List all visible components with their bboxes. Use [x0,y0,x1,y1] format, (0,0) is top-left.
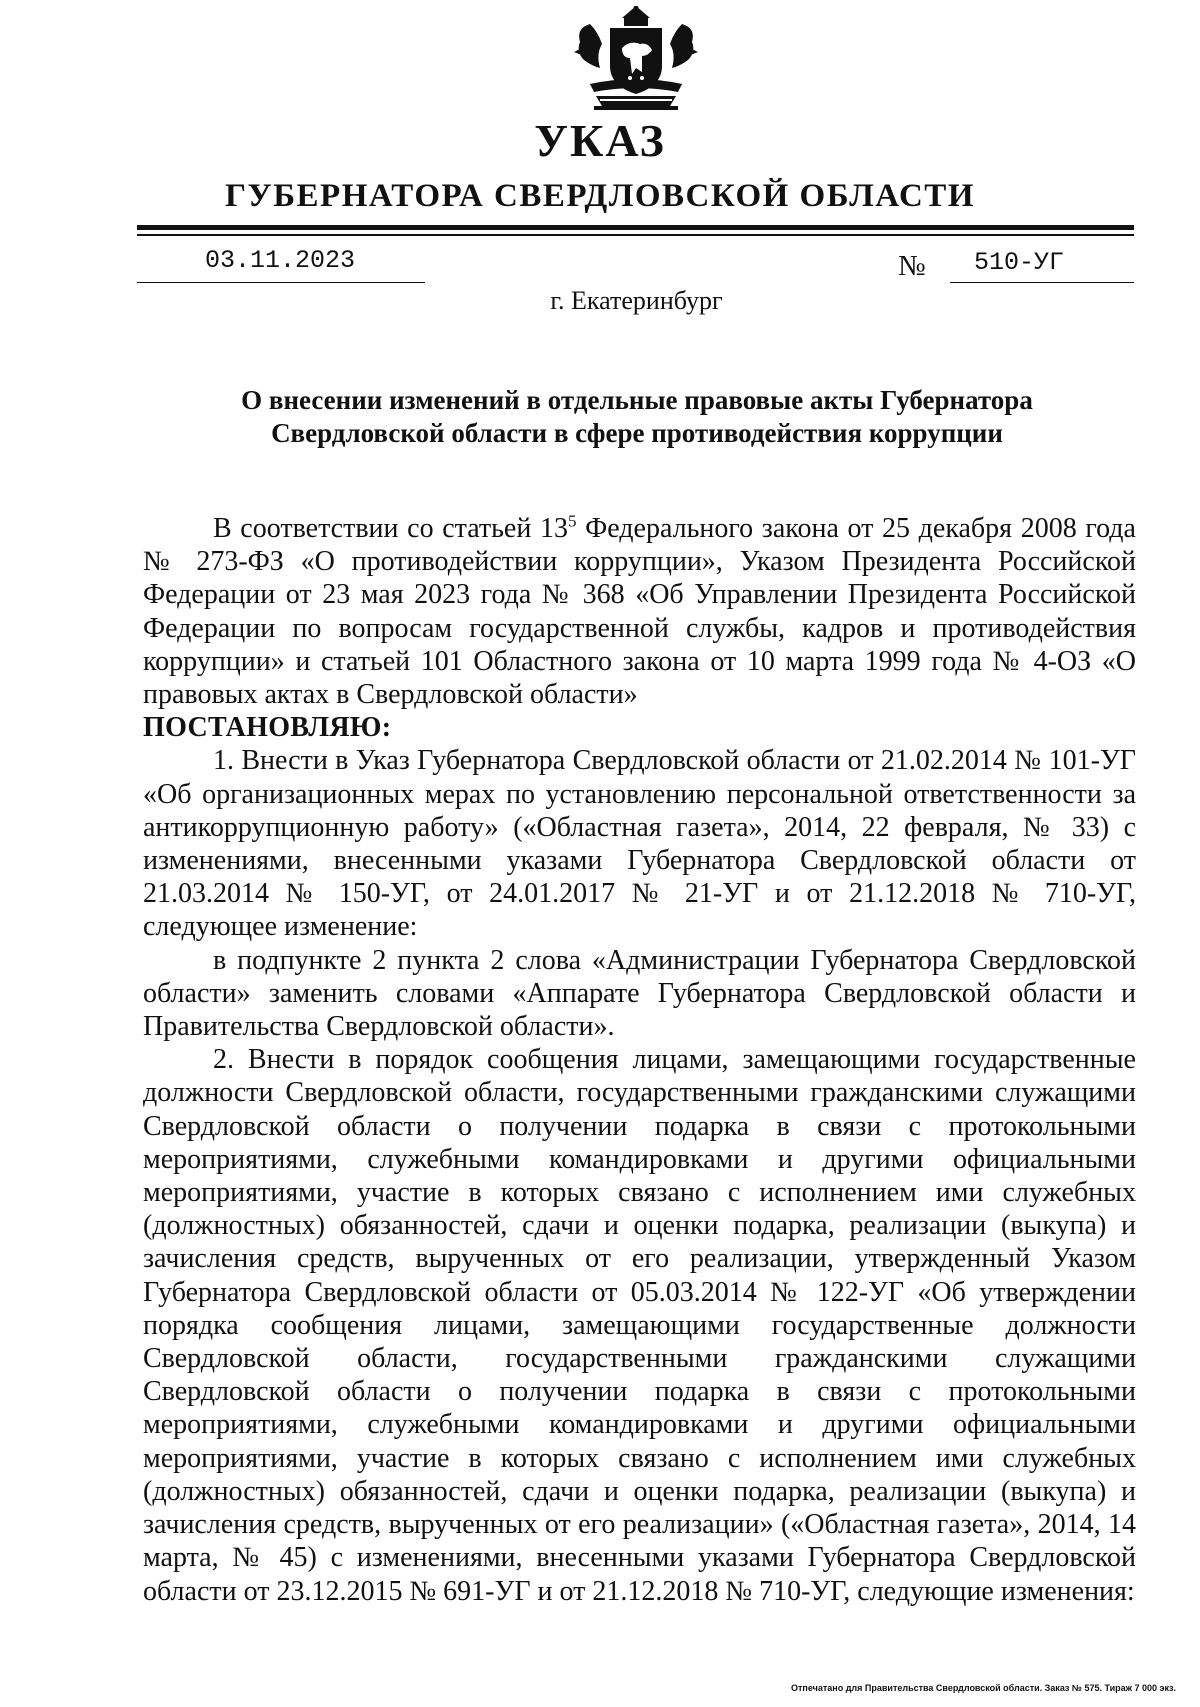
item-2-paragraph: 2. Внести в порядок сообщения лицами, замещающими государственные должности Свердловской области, государственными гражданскими служащими Свердловской области о получении подарка в связи с протокольными мероприятиями, служебными командировками и другими официальными мероприятиями, участие в которых связано с исполнением ими служебных (должностных) обязанностей, сдачи и оценки подарка, реализации (выкупа) и зачисления средств, вырученных от его реализации, утвержденный Указом Губернатора Свердловской области от 05.03.2014 № 122-УГ «Об утверждении порядка сообщения лицами, замещающими государственные должности Свердловской области, государственными гражданскими служащими Свердловской области о получении подарка в связи с протокольными мероприятиями, служебными командировками и другими официальными мероприятиями, участие в которых связано с исполнением ими служебных (должностных) обязанностей, сдачи и оценки подарка, реализации (выкупа) и зачисления средств, вырученных от его реализации» («Областная газета», 2014, 14 марта, № 45) с изменениями, внесенными указами Губернатора Свердловской области от 23.12.2015 № 691-УГ и от 21.12.2018 № 710-УГ, следующие изменения: [143,1044,1136,1607]
preamble-text-start: В соответствии со статьей 13 [213,513,568,544]
item-1-change-paragraph: в подпункте 2 пункта 2 слова «Администрации Губернатора Свердловской области» заменить словами «Аппарате Губернатора Свердловской области и Правительства Свердловской области». [143,944,1136,1043]
print-note: Отпечатано для Правительства Свердловской области. Заказ № 575. Тираж 7 000 экз. [791,1683,1176,1693]
header-rule-thick [137,225,1134,230]
subject-line-2: Свердловской области в сфере противодействия коррупции [271,418,1003,448]
document-body [143,512,1136,1608]
article-superscript: 5 [567,511,577,531]
document-type-title: УКАЗ [534,115,666,166]
issuing-authority: ГУБЕРНАТОРА СВЕРДЛОВСКОЙ ОБЛАСТИ [225,178,975,214]
decree-word: ПОСТАНОВЛЯЮ: [143,712,392,744]
document-subject [137,384,1137,450]
subject-line-1: О внесении изменений в отдельные правовые акты Губернатора [241,385,1033,415]
preamble-paragraph [143,512,1136,711]
issue-city: г. Екатеринбург [550,286,723,315]
preamble-text-end: Федерального закона от 25 декабря 2008 года № 273-ФЗ «О противодействии коррупции», Указом Президента Российской Федерации от 23 мая 2023 года № 368 «Об Управлении Президента Российской Федерации по вопросам государственной службы, кадров и противодействия коррупции» и статьей 101 Областного закона от 10 марта 1999 года № 4-ОЗ «О правовых актах в Свердловской области» [143,513,1136,711]
number-sign: № [898,250,926,282]
document-number-field [950,248,1134,283]
header-rule-thin [137,234,1134,236]
document-date-field [137,246,425,283]
item-1-paragraph: 1. Внести в Указ Губернатора Свердловской области от 21.02.2014 № 101-УГ «Об организационных мерах по установлению персональной ответственности за антикоррупционную работу» («Областная газета», 2014, 22 февраля, № 33) с изменениями, внесенными указами Губернатора Свердловской области от 21.03.2014 № 150-УГ, от 24.01.2017 № 21-УГ и от 21.12.2018 № 710-УГ, следующее изменение: [143,745,1136,943]
document-date: 03.11.2023 [205,246,356,275]
document-number: 510-УГ [974,248,1065,277]
coat-of-arms-icon [570,6,702,114]
